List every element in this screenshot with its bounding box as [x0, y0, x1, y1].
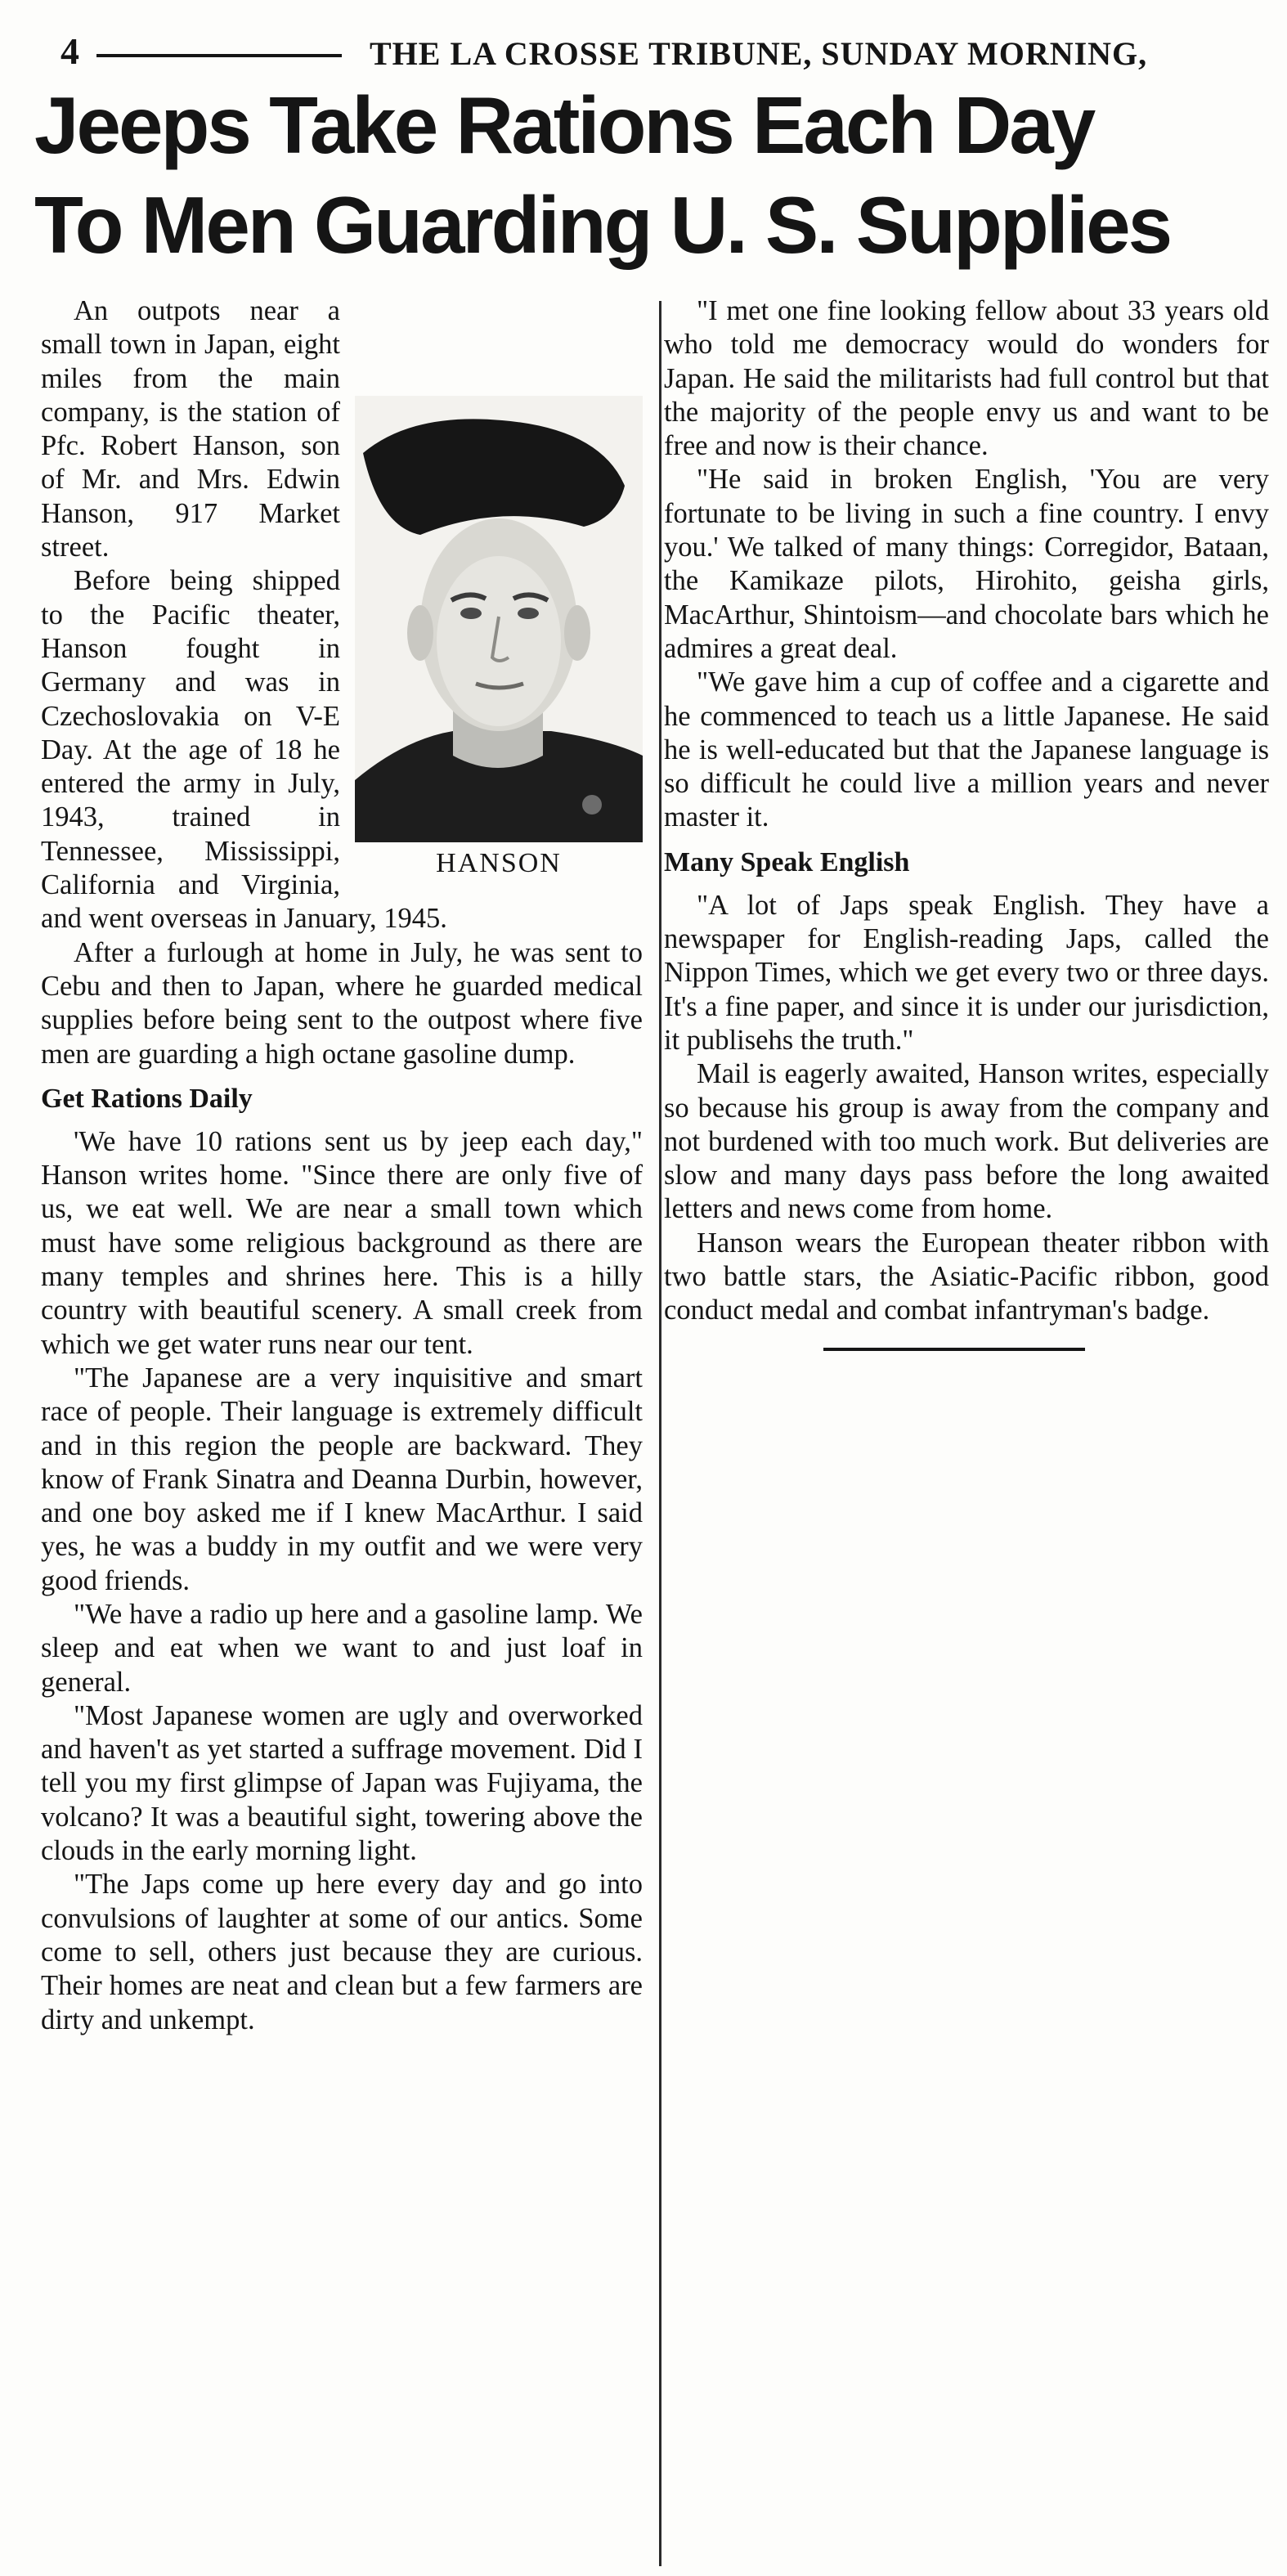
subhead: Get Rations Daily: [41, 1083, 253, 1114]
paragraph: "I met one fine looking fellow about 33 years old who told me democracy would do wonders for Japan. He said the militarists had full control but that the majority of the people envy us and want to be free and now is their chance.: [664, 295, 1269, 462]
paragraph: "The Japanese are a very inquisitive and smart race of people. Their language is extremely difficult and in this region the people are backward. They know of Frank Sinatra and Deanna Durbin, however, and one boy asked me if I knew MacArthur. I said yes, he was a buddy in my outfit and we were very good friends.: [41, 1362, 643, 1596]
paragraph: An outpots near a small town in Japan, eight miles from the main company, is the station of Pfc. Robert Hanson, son of Mr. and Mrs. Edwin Hanson, 917 Market street.: [41, 295, 340, 563]
portrait-image: [355, 396, 643, 842]
headline-line-2: To Men Guarding U. S. Supplies: [34, 180, 1171, 270]
paragraph: After a furlough at home in July, he was sent to Cebu and then to Japan, where he guarded medical supplies before being sent to the outpost where five men are guarding a high octane gasoline dump.: [41, 936, 643, 1070]
photo-caption: HANSON: [436, 848, 562, 878]
paragraph: "A lot of Japs speak English. They have a newspaper for English-reading Japs, called the Nippon Times, which we get every two or three days. It's a fine paper, and since it is under our jurisdiction, it publisehs the truth.": [664, 889, 1269, 1056]
paragraph: "We gave him a cup of coffee and a cigarette and he commenced to teach us a little Japanese. He said he is well-educated but that the Japanese language is so difficult he could live a million years and never master it.: [664, 666, 1269, 833]
portrait-photo: [355, 396, 643, 880]
subhead: Many Speak English: [664, 846, 910, 877]
article-column-right: [664, 294, 1269, 1351]
masthead-rule: [96, 54, 342, 57]
paragraph: "Most Japanese women are ugly and overworked and haven't as yet started a suffrage movement. Did I tell you my first glimpse of Japan was Fujiyama, the volcano? It was a beautiful sight, towering above the clouds in the early morning light.: [41, 1699, 643, 1867]
paragraph: 'We have 10 rations sent us by jeep each day," Hanson writes home. "Since there are only five of us, we eat well. We are near a small town which must have some religious background as there are many temples and shrines here. This is a hilly country with beautiful scenery. A small creek from which we get water runs near our tent.: [41, 1125, 643, 1360]
headline: [34, 75, 1277, 275]
paragraph: Before being shipped to the Pacific theater, Hanson fought in Germany and was in Czechoslovakia on V-E Day. At the age of 18 he entered the army in July, 1943, trained in Tennessee, Mississippi, California and Virginia, and went overseas in January, 1945.: [41, 565, 447, 935]
article-column-left: [41, 294, 643, 2037]
paragraph: Mail is eagerly awaited, Hanson writes, especially so because his group is away from the company and not burdened with too much work. But deliveries are slow and many days pass before the long awaited letters and news come from home.: [664, 1058, 1269, 1225]
column-divider: [659, 301, 661, 2566]
article-end-rule: [823, 1348, 1085, 1351]
headline-line-1: Jeeps Take Rations Each Day: [34, 80, 1094, 170]
page-number: 4: [61, 30, 79, 72]
paragraph: "We have a radio up here and a gasoline lamp. We sleep and eat when we want to and just loaf in general.: [41, 1598, 643, 1698]
newspaper-name: THE LA CROSSE TRIBUNE, SUNDAY MORNING,: [370, 35, 1148, 72]
paragraph: "The Japs come up here every day and go into convulsions of laughter at some of our antics. Some come to sell, others just because they are curious. Their homes are neat and clean but a few farmers are dirty and unkempt.: [41, 1869, 643, 2035]
paragraph: "He said in broken English, 'You are very fortunate to be living in such a fine country. I envy you.' We talked of many things: Corregidor, Bataan, the Kamikaze pilots, Hirohito, geisha girls, MacArthur, Shintoism—and chocolate bars which he admires a great deal.: [664, 464, 1269, 664]
paragraph: Hanson wears the European theater ribbon with two battle stars, the Asiatic-Pacific ribbon, good conduct medal and combat infantryman's badge.: [664, 1227, 1269, 1326]
